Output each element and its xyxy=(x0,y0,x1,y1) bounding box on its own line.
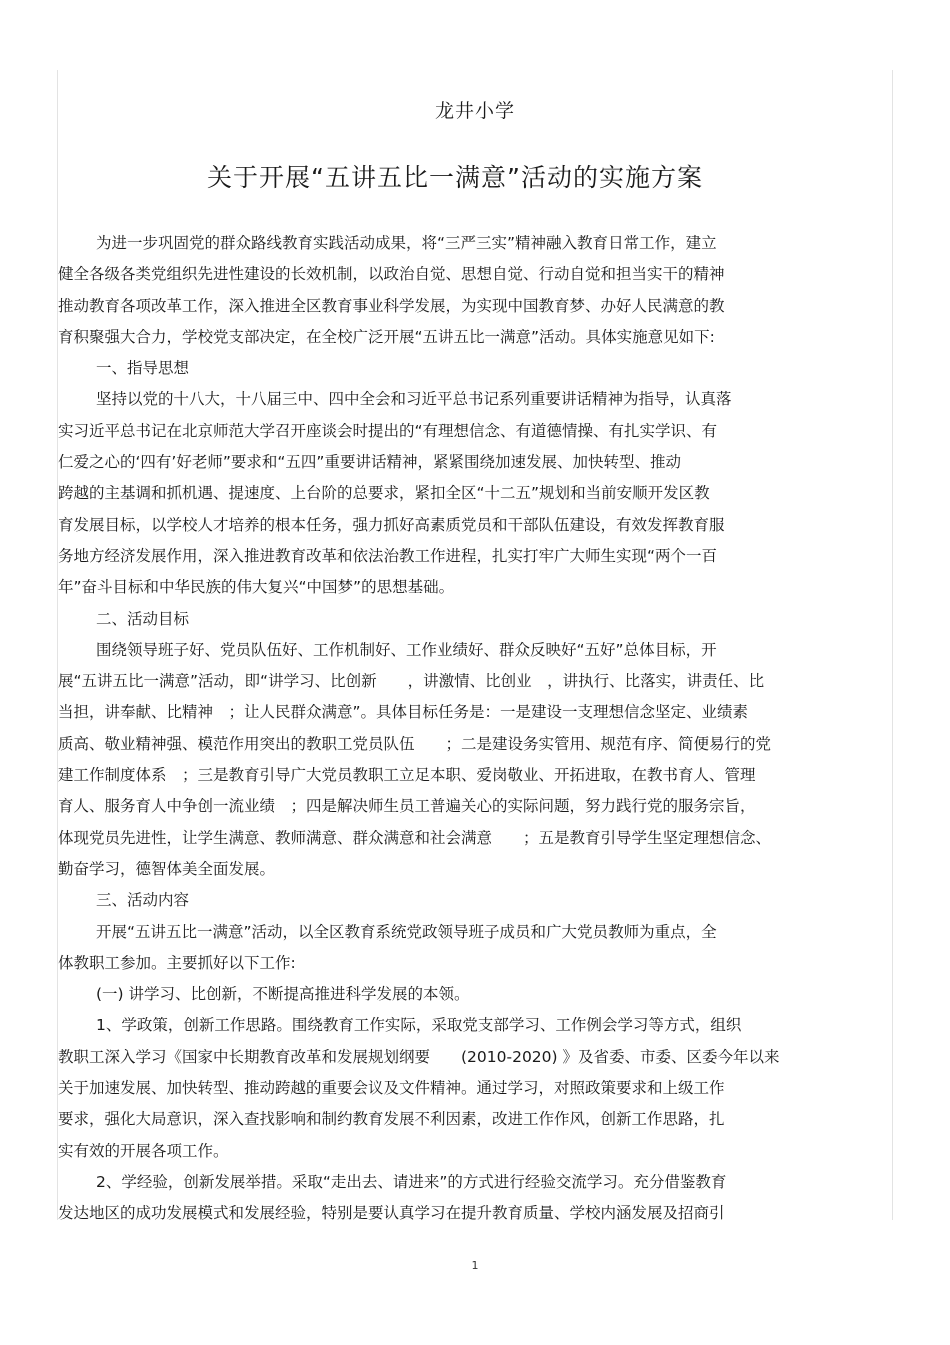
body-line: 一、指导思想 xyxy=(96,359,190,378)
body-line: 跨越的主基调和抓机遇、提速度、上台阶的总要求，紧扣全区“十二五”规划和当前安顺开发区教 xyxy=(58,484,710,503)
body-line: 实有效的开展各项工作。 xyxy=(58,1141,229,1160)
body-line: 关于加速发展、加快转型、推动跨越的重要会议及文件精神。通过学习，对照政策要求和上级工作 xyxy=(58,1079,725,1098)
body-line: 为进一步巩固党的群众路线教育实践活动成果，将“三严三实”精神融入教育日常工作，建立 xyxy=(96,234,717,252)
body-line: 勤奋学习，德智体美全面发展。 xyxy=(58,859,276,878)
body-line: 务地方经济发展作用，深入推进教育改革和依法治教工作进程，扎实打牢广大师生实现“两个一百 xyxy=(58,546,718,565)
body-line: 实习近平总书记在北京师范大学召开座谈会时提出的“有理想信念、有道德情操、有扎实学识、有 xyxy=(58,421,718,440)
body-line: 建工作制度体系 ；三是教育引导广大党员教职工立足本职、爱岗敬业、开拓进取，在教书育人、管理 xyxy=(58,766,756,785)
document-body xyxy=(58,228,878,1230)
body-line: 2、学经验，创新发展举措。采取“走出去、请进来”的方式进行经验交流学习。充分借鉴教育 xyxy=(96,1172,727,1191)
body-line: 教职工深入学习《国家中长期教育改革和发展规划纲要 (2010-2020) 》及省委、市委、区委今年以来 xyxy=(58,1047,780,1066)
school-name: 龙井小学 xyxy=(434,100,515,122)
body-line: 年”奋斗目标和中华民族的伟大复兴“中国梦”的思想基础。 xyxy=(58,578,455,597)
body-line: (一) 讲学习、比创新，不断提高推进科学发展的本领。 xyxy=(96,985,470,1004)
body-line: 健全各级各类党组织先进性建设的长效机制，以政治自觉、思想自觉、行动自觉和担当实干的精神 xyxy=(58,265,725,284)
body-line: 坚持以党的十八大，十八届三中、四中全会和习近平总书记系列重要讲话精神为指导，认真落 xyxy=(96,390,732,409)
body-line: 体现党员先进性，让学生满意、教师满意、群众满意和社会满意 ；五是教育引导学生坚定理想信念、 xyxy=(58,828,772,847)
body-line: 体教职工参加。主要抓好以下工作: xyxy=(58,953,296,972)
body-line: 1、学政策，创新工作思路。围绕教育工作实际，采取党支部学习、工作例会学习等方式，组织 xyxy=(96,1016,742,1035)
body-line: 二、活动目标 xyxy=(96,609,190,628)
body-line: 要求，强化大局意识，深入查找影响和制约教育发展不利因素，改进工作作风，创新工作思路，扎 xyxy=(58,1110,725,1129)
body-line: 育人、服务育人中争创一流业绩 ；四是解决师生员工普遍关心的实际问题，努力践行党的服务宗旨， xyxy=(58,797,756,816)
body-line: 围绕领导班子好、党员队伍好、工作机制好、工作业绩好、群众反映好“五好”总体目标，开 xyxy=(96,640,717,659)
body-line: 开展“五讲五比一满意”活动，以全区教育系统党政领导班子成员和广大党员教师为重点，全 xyxy=(96,922,717,941)
body-line: 当担，讲奉献、比精神 ；让人民群众满意”。具体目标任务是：一是建设一支理想信念坚定、业绩素 xyxy=(58,703,749,722)
body-line: 三、活动内容 xyxy=(96,891,190,910)
body-line: 仁爱之心的‘四有’好老师”要求和“五四”重要讲话精神，紧紧围绕加速发展、加快转型、推动 xyxy=(58,453,681,472)
body-line: 发达地区的成功发展模式和发展经验，特别是要认真学习在提升教育质量、学校内涵发展及招商引 xyxy=(58,1204,725,1223)
page-number: 1 xyxy=(471,1259,479,1272)
body-line: 育发展目标，以学校人才培养的根本任务，强力抓好高素质党员和干部队伍建设，有效发挥教育服 xyxy=(58,515,725,534)
body-line: 展“五讲五比一满意”活动，即“讲学习、比创新 ，讲激情、比创业 ，讲执行、比落实，讲责任、比 xyxy=(58,672,765,691)
right-margin-line xyxy=(892,70,893,1220)
body-line: 育积聚强大合力，学校党支部决定，在全校广泛开展“五讲五比一满意”活动。具体实施意见如下: xyxy=(58,327,715,346)
document-title: 关于开展“五讲五比一满意”活动的实施方案 xyxy=(207,163,703,192)
body-line: 推动教育各项改革工作，深入推进全区教育事业科学发展，为实现中国教育梦、办好人民满意的教 xyxy=(58,296,725,315)
body-line: 质高、敬业精神强、模范作用突出的教职工党员队伍 ；二是建设务实管用、规范有序、简便易行的党 xyxy=(58,734,772,753)
